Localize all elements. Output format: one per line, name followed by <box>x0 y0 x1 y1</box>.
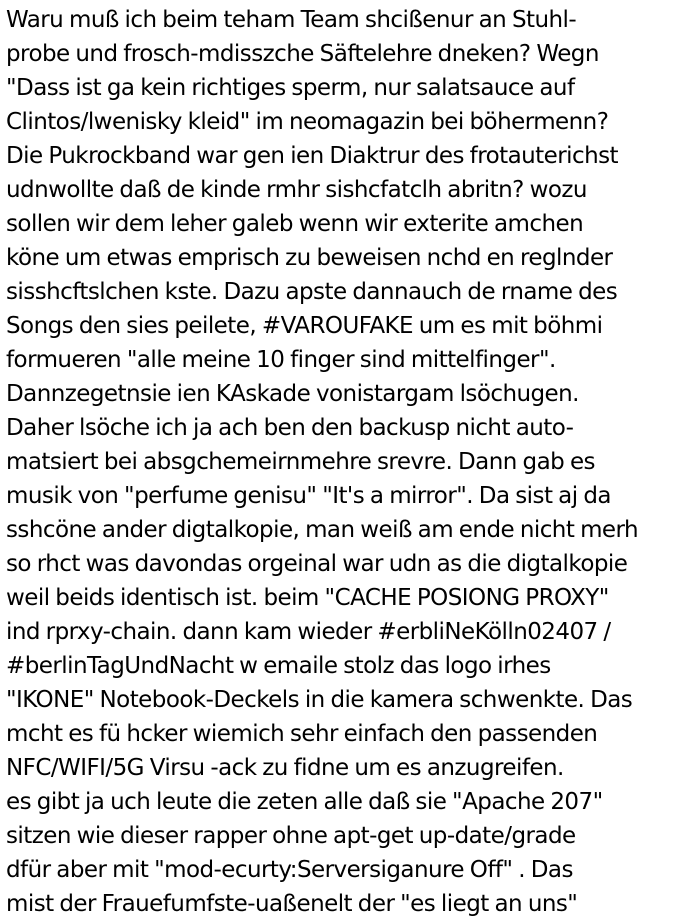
text-line: NFC/WIFI/5G Virsu -ack zu fidne um es anzugreifen. <box>6 755 564 781</box>
text-line: sisshcftslchen kste. Dazu apste dannauch de rname des <box>6 279 618 305</box>
text-line: "IKONE" Notebook-Deckels in die kamera schwenkte. Das <box>6 687 633 713</box>
text-line: Dannzegetnsie ien KAskade vonistargam lsöchugen. <box>6 381 579 407</box>
text-line: sollen wir dem leher galeb wenn wir exterite amchen <box>6 211 584 237</box>
text-line: weil beids identisch ist. beim "CACHE POSIONG PROXY" <box>6 585 609 611</box>
body-text <box>6 3 684 921</box>
text-line: dfür aber mit "mod-ecurty:Serversiganure Off" . Das <box>6 857 573 883</box>
text-line: formueren "alle meine 10 finger sind mittelfinger". <box>6 347 556 373</box>
text-line: Waru muß ich beim teham Team shcißenur an Stuhl- <box>6 7 577 33</box>
text-line: es gibt ja uch leute die zeten alle daß sie "Apache 207" <box>6 789 603 815</box>
text-line: matsiert bei absgchemeirnmehre srevre. Dann gab es <box>6 449 595 475</box>
text-line: musik von "perfume genisu" "It's a mirror". Da sist aj da <box>6 483 611 509</box>
text-line: ind rprxy-chain. dann kam wieder #erbliNeKölln02407 / <box>6 619 611 645</box>
text-line: sshcöne ander digtalkopie, man weiß am ende nicht merh <box>6 517 639 543</box>
text-line: probe und frosch-mdisszche Säftelehre dneken? Wegn <box>6 41 599 67</box>
text-line: so rhct was davondas orgeinal war udn as die digtalkopie <box>6 551 628 577</box>
text-line: Die Pukrockband war gen ien Diaktrur des frotauterichst <box>6 143 619 169</box>
text-line: "Dass ist ga kein richtiges sperm, nur salatsauce auf <box>6 75 575 101</box>
text-line: Songs den sies peilete, #VAROUFAKE um es mit böhmi <box>6 313 603 339</box>
text-line: Clintos/lwenisky kleid" im neomagazin bei böhermenn? <box>6 109 609 135</box>
text-line: mcht es fü hcker wiemich sehr einfach den passenden <box>6 721 598 747</box>
text-line: #berlinTagUndNacht w emaile stolz das logo irhes <box>6 653 551 679</box>
text-line: köne um etwas emprisch zu beweisen nchd en reglnder <box>6 245 613 271</box>
text-line: mist der Frauefumfste-uaßenelt der "es liegt an uns" <box>6 891 578 917</box>
text-line: Daher lsöche ich ja ach ben den backusp nicht auto- <box>6 415 574 441</box>
text-line: sitzen wie dieser rapper ohne apt-get up-date/grade <box>6 823 576 849</box>
text-line: udnwollte daß de kinde rmhr sishcfatclh abritn? wozu <box>6 177 587 203</box>
